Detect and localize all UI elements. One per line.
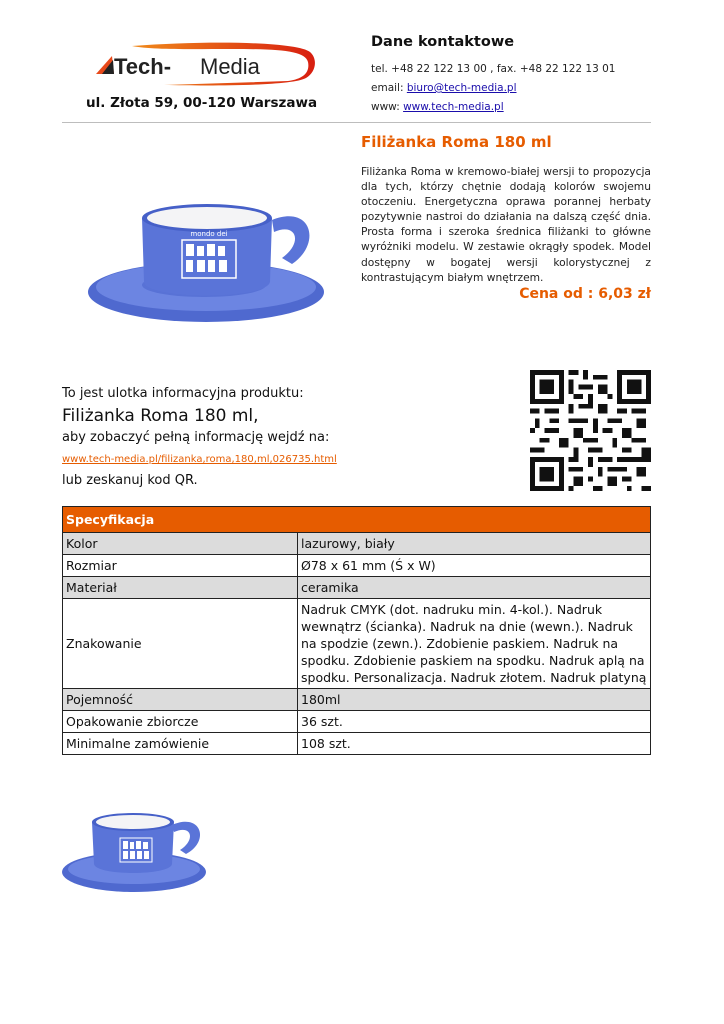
info-product-name: Filiżanka Roma 180 ml — [62, 406, 254, 426]
product-title: Filiżanka Roma 180 ml — [361, 133, 552, 151]
product-url-link[interactable]: www.tech-media.pl/filizanka,roma,180,ml,026735.html — [62, 454, 337, 465]
spec-key: Minimalne zamówienie — [63, 733, 298, 755]
spec-key: Pojemność — [63, 689, 298, 711]
table-row — [63, 733, 651, 755]
table-row — [63, 689, 651, 711]
spec-key: Materiał — [63, 577, 298, 599]
table-row — [63, 533, 651, 555]
spec-heading: Specyfikacja — [63, 507, 651, 533]
info-intro: To jest ulotka informacyjna produktu: — [62, 386, 304, 401]
qr-code-icon[interactable] — [530, 370, 651, 491]
contact-phone: tel. +48 22 122 13 00 , fax. +48 22 122 13 01 — [371, 63, 616, 75]
spec-key: Znakowanie — [63, 599, 298, 689]
product-description: Filiżanka Roma w kremowo-białej wersji to propozycja dla tych, którzy chętnie dodają kolorów swojemu otoczeniu. Energetyczna oprawa porannej herbaty pozytywnie nastroi do działania na dalszą część dnia. Prosta forma i szeroka średnica filiżanki to główne wyróżniki modelu. W zestawie okrągły spodek. Model dostępny w bogatej wersji kolorystycznej z kontrastującym białym wnętrzem. — [361, 165, 651, 284]
table-row — [63, 711, 651, 733]
table-row — [63, 577, 651, 599]
contact-www-line — [371, 98, 661, 117]
email-link[interactable]: biuro@tech-media.pl — [406, 82, 517, 94]
info-visit-text: aby zobaczyć pełną informację wejdź na: — [62, 430, 330, 445]
info-scan-text: lub zeskanuj kod QR. — [62, 473, 198, 488]
spec-key: Rozmiar — [63, 555, 298, 577]
header-divider — [62, 122, 651, 123]
cup-print-text: mondo dei — [190, 230, 228, 238]
leaflet-info — [62, 386, 502, 490]
table-row — [63, 599, 651, 689]
info-product-name-suffix: , — [253, 406, 259, 426]
spec-header-row — [63, 507, 651, 533]
spec-value: Ø78 x 61 mm (Ś x W) — [298, 555, 651, 577]
product-image-cup-small — [62, 790, 212, 915]
email-label: email: — [371, 82, 407, 94]
contact-block — [371, 34, 661, 117]
spec-key: Kolor — [63, 533, 298, 555]
www-label: www: — [371, 101, 404, 113]
logo-text-left: Tech- — [114, 54, 172, 79]
product-image-cup — [86, 132, 326, 342]
spec-value: 180ml — [298, 689, 651, 711]
table-row — [63, 555, 651, 577]
logo-text-right: Media — [200, 54, 260, 79]
www-link[interactable]: www.tech-media.pl — [403, 101, 504, 113]
spec-value: 36 szt. — [298, 711, 651, 733]
spec-key: Opakowanie zbiorcze — [63, 711, 298, 733]
spec-value: Nadruk CMYK (dot. nadruku min. 4-kol.). Nadruk wewnątrz (ścianka). Nadruk na dnie (wewn.). Nadruk na spodzie (zewn.). Zdobienie paskiem. Nadruk na spodku. Zdobienie paskiem na spodku. Nadruk aplą na spodku. Personalizacja. Nadruk złotem. Nadruk platyną — [298, 599, 651, 689]
tech-media-logo — [92, 42, 320, 88]
spec-value: ceramika — [298, 577, 651, 599]
info-product-name-line — [62, 405, 502, 427]
product-price: Cena od : 6,03 zł — [519, 286, 651, 302]
spec-value: 108 szt. — [298, 733, 651, 755]
spec-value: lazurowy, biały — [298, 533, 651, 555]
contact-title: Dane kontaktowe — [371, 34, 515, 50]
company-address: ul. Złota 59, 00-120 Warszawa — [86, 95, 318, 111]
contact-email-line — [371, 79, 661, 98]
spec-table — [62, 506, 651, 755]
